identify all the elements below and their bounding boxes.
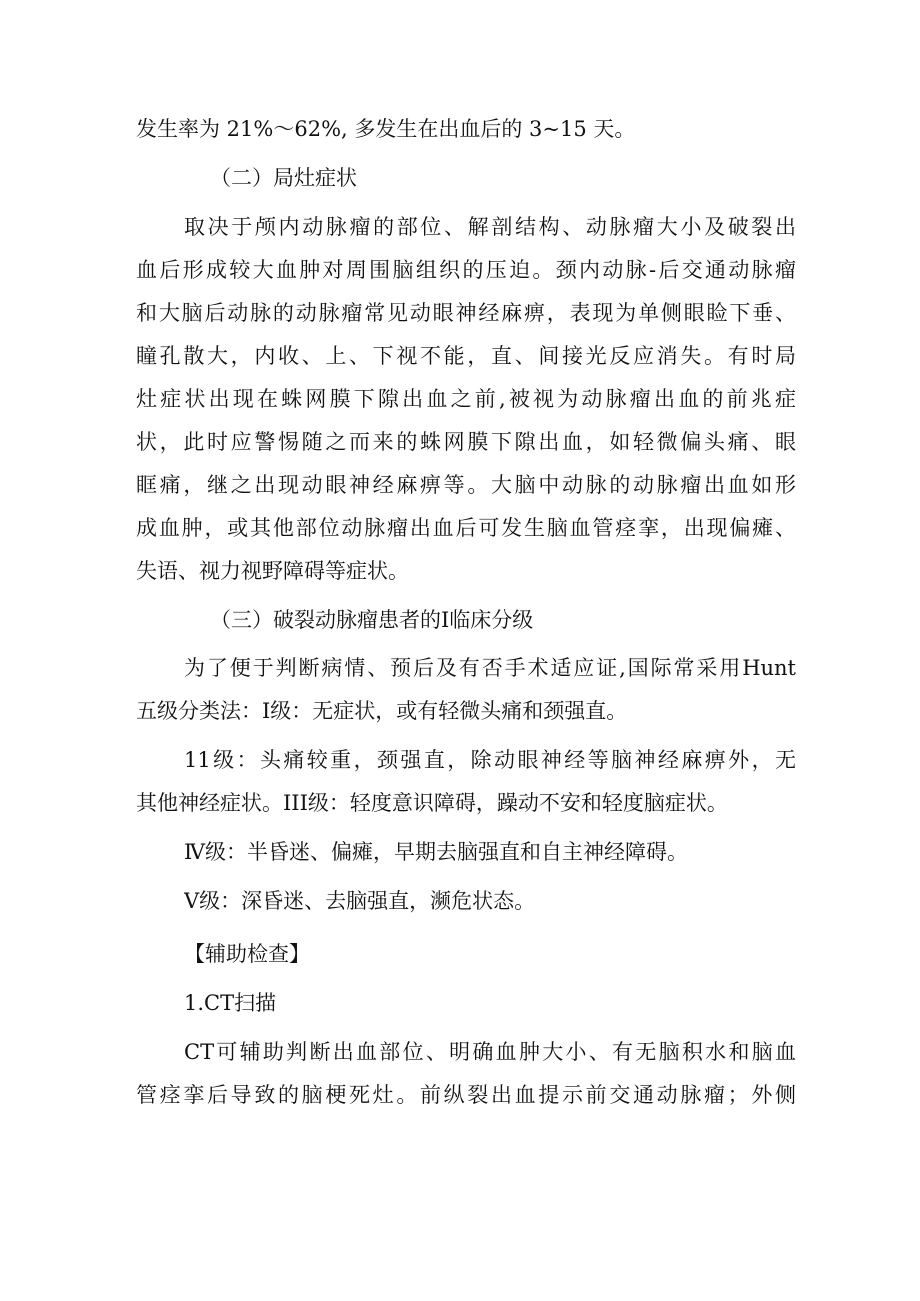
paragraph-line: 状，此时应警惕随之而来的蛛网膜下隙出血，如轻微偏头痛、眼: [136, 430, 796, 454]
paragraph-line: CT可辅助判断出血部位、明确血肿大小、有无脑积水和脑血: [184, 1040, 796, 1064]
paragraph-line: Ⅳ级：半昏迷、偏瘫，早期去脑强直和自主神经障碍。: [184, 840, 688, 864]
section-heading-2: （二）局灶症状: [210, 166, 357, 190]
paragraph-line: Ⅴ级：深昏迷、去脑强直，濒危状态。: [184, 889, 536, 913]
paragraph-line: 其他神经症状。III级：轻度意识障碍，躁动不安和轻度脑症状。: [136, 791, 728, 815]
paragraph-line: 发生率为 21%～62%, 多发生在出血后的 3~15 天。: [136, 117, 636, 141]
paragraph-line: 灶症状出现在蛛网膜下隙出血之前,被视为动脉瘤出血的前兆症: [136, 387, 796, 411]
paragraph-line: 眶痛，继之出现动眼神经麻痹等。大脑中动脉的动脉瘤出血如形: [136, 473, 796, 497]
paragraph-line: 11级：头痛较重，颈强直，除动眼神经等脑神经麻痹外，无: [184, 748, 796, 772]
section-heading-aux-exam: 【辅助检查】: [184, 942, 310, 966]
paragraph-line: 为了便于判断病情、预后及有否手术适应证,国际常采用Hunt: [184, 656, 796, 680]
paragraph-line: 五级分类法：Ⅰ级：无症状，或有轻微头痛和颈强直。: [136, 699, 628, 723]
paragraph-line: 和大脑后动脉的动脉瘤常见动眼神经麻痹，表现为单侧眼睑下垂、: [136, 301, 796, 325]
subheading-ct-scan: 1.CT扫描: [184, 991, 277, 1015]
paragraph-line: 成血肿，或其他部位动脉瘤出血后可发生脑血管痉挛，出现偏瘫、: [136, 516, 796, 540]
paragraph-line: 取决于颅内动脉瘤的部位、解剖结构、动脉瘤大小及破裂出: [184, 215, 796, 239]
section-heading-3: （三）破裂动脉瘤患者的Ⅰ临床分级: [210, 608, 534, 632]
paragraph-line: 血后形成较大血肿对周围脑组织的压迫。颈内动脉-后交通动脉瘤: [136, 258, 796, 282]
paragraph-line: 失语、视力视野障碍等症状。: [136, 559, 409, 583]
paragraph-line: 管痉挛后导致的脑梗死灶。前纵裂出血提示前交通动脉瘤；外侧: [136, 1083, 796, 1107]
paragraph-line: 瞳孔散大，内收、上、下视不能，直、间接光反应消失。有时局: [136, 344, 796, 368]
